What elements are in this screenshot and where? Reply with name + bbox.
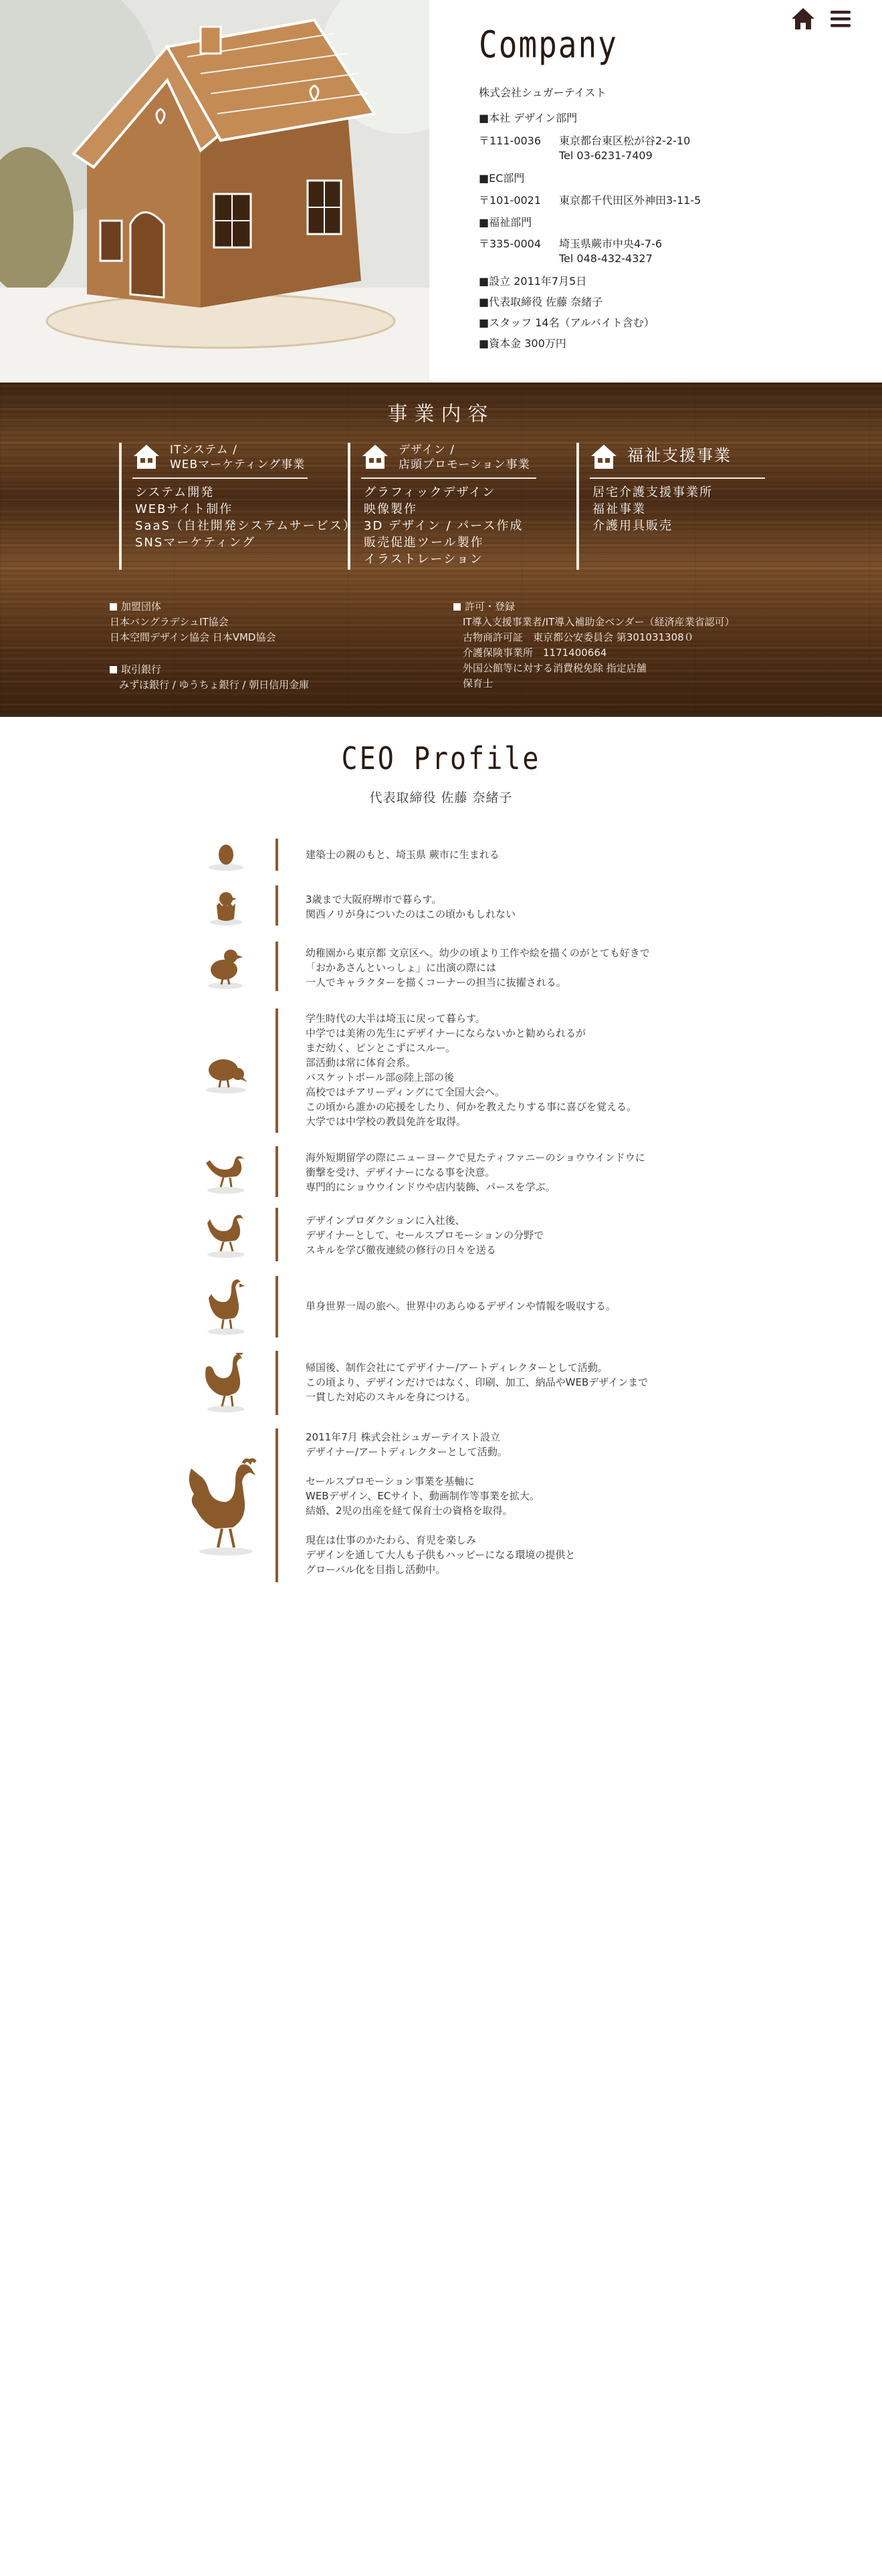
welfare-street: 埼玉県蕨市中央4-7-6 bbox=[559, 237, 663, 250]
business-welfare-items bbox=[592, 484, 713, 534]
welfare-zip: 〒335-0004 bbox=[479, 237, 542, 250]
license-item: 保育士 bbox=[463, 677, 493, 689]
square-bullet-icon bbox=[110, 603, 117, 611]
square-bullet-icon bbox=[110, 666, 117, 673]
licenses bbox=[453, 599, 735, 691]
hatching-chick-icon bbox=[179, 885, 273, 926]
company-section bbox=[0, 0, 882, 383]
license-label: 許可・登録 bbox=[465, 601, 516, 613]
timeline-line bbox=[275, 1208, 278, 1261]
business-section bbox=[0, 383, 882, 717]
bank-label: 取引銀行 bbox=[121, 663, 162, 675]
welfare-tel: Tel 048-432-4327 bbox=[559, 252, 653, 265]
timeline-line bbox=[275, 942, 278, 991]
hq-address bbox=[479, 134, 690, 163]
business-column-it bbox=[119, 443, 356, 570]
timeline-text: 帰国後、制作会社にてデザイナー/アートディレクターとして活動。 この頃より、デザインだけではなく、印刷、加工、納品やWEBデザインまで 一貫した対応のスキルを身につける。 bbox=[306, 1362, 649, 1403]
banks bbox=[110, 662, 309, 693]
egg-icon bbox=[179, 839, 273, 871]
staff-count: ■スタッフ 14名（アルバイト含む） bbox=[479, 316, 655, 329]
list-item: 映像製作 bbox=[364, 502, 417, 516]
business-title: 事業内容 bbox=[387, 403, 495, 426]
ec-label: ■EC部門 bbox=[479, 172, 525, 185]
license-item: 介護保険事業所 1171400664 bbox=[463, 647, 607, 659]
divider bbox=[361, 477, 536, 479]
young-hen-icon bbox=[179, 1146, 273, 1197]
hamburger-menu-icon[interactable] bbox=[827, 5, 854, 32]
company-details bbox=[479, 0, 853, 383]
member-organizations bbox=[110, 599, 275, 645]
list-item: グラフィックデザイン bbox=[364, 486, 496, 500]
business-welfare-title: 福祉支援事業 bbox=[627, 446, 732, 465]
timeline-line bbox=[275, 885, 278, 926]
member-label: 加盟団体 bbox=[121, 601, 162, 613]
timeline-row bbox=[0, 839, 882, 871]
chick-pecking-icon bbox=[179, 1008, 273, 1133]
timeline-row bbox=[0, 1351, 882, 1415]
business-design-title: デザイン / 店頭プロモーション事業 bbox=[399, 443, 530, 471]
timeline-line bbox=[275, 1008, 278, 1133]
timeline-text: デザインプロダクションに入社後、 デザイナーとして、セールスプロモーションの分野で スキルを学び徹夜連続の修行の日々を送る bbox=[306, 1214, 544, 1256]
company-title: Company bbox=[479, 23, 618, 66]
timeline-row bbox=[0, 942, 882, 991]
hq-zip: 〒111-0036 bbox=[479, 134, 542, 147]
business-design-items bbox=[364, 484, 523, 568]
timeline-line bbox=[275, 1351, 278, 1415]
capital: ■資本金 300万円 bbox=[479, 337, 566, 350]
timeline-line bbox=[275, 1276, 278, 1337]
hq-tel: Tel 03-6231-7409 bbox=[559, 149, 653, 162]
welfare-label: ■福祉部門 bbox=[479, 216, 532, 229]
ceo-profile-title: CEO Profile bbox=[341, 741, 541, 777]
timeline-line bbox=[275, 1428, 278, 1582]
company-name: 株式会社シュガーテイスト bbox=[479, 86, 607, 99]
member-item: 日本空間デザイン協会 日本VMD協会 bbox=[110, 631, 276, 643]
business-column-design bbox=[348, 443, 548, 570]
hq-street: 東京都台東区松が谷2-2-10 bbox=[559, 134, 691, 147]
square-bullet-icon bbox=[453, 603, 461, 611]
timeline-text: 海外短期留学の際にニューヨークで見たティファニーのショウウインドウに 衝撃を受け、デザイナーになる事を決意。 専門的にショウウインドウや店内装飾、パースを学ぶ。 bbox=[306, 1152, 645, 1193]
timeline-line bbox=[275, 1146, 278, 1197]
bank-list: みずほ銀行 / ゆうちょ銀行 / 朝日信用金庫 bbox=[119, 679, 310, 691]
hen-icon bbox=[179, 1276, 273, 1337]
divider bbox=[132, 477, 308, 479]
list-item: 3D デザイン / パース作成 bbox=[364, 519, 524, 533]
list-item: WEBサイト制作 bbox=[135, 502, 233, 516]
ec-address bbox=[479, 193, 701, 208]
divider bbox=[590, 477, 765, 479]
list-item: 居宅介護支援事業所 bbox=[592, 486, 713, 500]
gingerbread-house-photo bbox=[0, 0, 429, 383]
hen-walking-icon bbox=[179, 1208, 273, 1261]
license-item: 外国公館等に対する消費税免除 指定店舗 bbox=[463, 662, 647, 674]
list-item: イラストレーション bbox=[364, 552, 483, 566]
license-item: 古物商許可証 東京都公安委員会 第301031308０ bbox=[463, 631, 694, 643]
welfare-address bbox=[479, 237, 662, 266]
top-nav bbox=[790, 5, 854, 32]
list-item: 福祉事業 bbox=[592, 502, 646, 516]
timeline-text: 単身世界一周の旅へ。世界中のあらゆるデザインや情報を吸収する。 bbox=[306, 1300, 616, 1312]
timeline-row bbox=[0, 1428, 882, 1582]
timeline-text: 2011年7月 株式会社シュガーテイスト設立 デザイナー/アートディレクターとして活動。 セールスプロモーション事業を基軸に WEBデザイン、ECサイト、動画制作等事業を拡大。 結婚、2児の出産を経て保育士の資格を取得。 現在は仕事のかたわら、育児を楽しみ デザインを通して大人も子供もハッピーになる環境の提供と グローバル化を目指し活動中。 bbox=[306, 1431, 576, 1576]
timeline-text: 3歳まで大阪府堺市で暮らす。 関西ノリが身についたのはこの頃かもしれない bbox=[306, 893, 516, 920]
timeline-text: 建築士の親のもと、埼玉県 蕨市に生まれる bbox=[306, 849, 500, 861]
rooster-icon bbox=[179, 1351, 273, 1415]
hq-label: ■本社 デザイン部門 bbox=[479, 112, 578, 124]
list-item: 介護用具販売 bbox=[592, 519, 673, 533]
business-it-items bbox=[135, 484, 356, 551]
house-icon bbox=[132, 443, 160, 471]
ec-street: 東京都千代田区外神田3-11-5 bbox=[559, 194, 701, 207]
house-icon bbox=[590, 443, 618, 471]
ceo-profile-subtitle: 代表取締役 佐藤 奈緒子 bbox=[369, 790, 513, 805]
ec-zip: 〒101-0021 bbox=[479, 194, 542, 207]
timeline-row bbox=[0, 885, 882, 926]
timeline-row bbox=[0, 1208, 882, 1261]
list-item: 販売促進ツール製作 bbox=[364, 536, 484, 550]
list-item: SNSマーケティング bbox=[135, 536, 256, 550]
ceo-name: ■代表取締役 佐藤 奈緒子 bbox=[479, 296, 603, 308]
chick-icon bbox=[179, 942, 273, 991]
timeline-row bbox=[0, 1276, 882, 1337]
home-icon[interactable] bbox=[790, 5, 816, 32]
business-column-welfare bbox=[576, 443, 777, 570]
timeline-row bbox=[0, 1008, 882, 1133]
timeline-row bbox=[0, 1146, 882, 1197]
house-icon bbox=[361, 443, 389, 471]
business-it-title: ITシステム / WEBマーケティング事業 bbox=[170, 443, 306, 471]
founded: ■設立 2011年7月5日 bbox=[479, 275, 587, 288]
list-item: システム開発 bbox=[135, 486, 215, 500]
member-item: 日本バングラデシュIT協会 bbox=[110, 616, 229, 628]
license-item: IT導入支援事業者/IT導入補助金ベンダー（経済産業省認可） bbox=[463, 616, 735, 628]
timeline-text: 学生時代の大半は埼玉に戻って暮らす。 中学では美術の先生にデザイナーにならないかと勧められるが まだ幼く、ピンとこずにスルー。 部活動は常に体育会系。 バスケットボール部◎陸上部の後 高校ではチアリーディングにて全国大会へ。 この頃から誰かの応援をしたり、何かを教えたりする事に喜びを覚える。 大学では中学校の教員免許を取得。 bbox=[306, 1012, 637, 1128]
big-rooster-icon bbox=[179, 1428, 273, 1582]
timeline-line bbox=[275, 839, 278, 871]
list-item: SaaS（自社開発システムサービス） bbox=[135, 519, 356, 533]
timeline-text: 幼稚園から東京都 文京区へ。幼少の頃より工作や絵を描くのがとても好きで 「おかあさんといっしょ」に出演の際には 一人でキャラクターを描くコーナーの担当に抜擢される。 bbox=[306, 947, 650, 988]
